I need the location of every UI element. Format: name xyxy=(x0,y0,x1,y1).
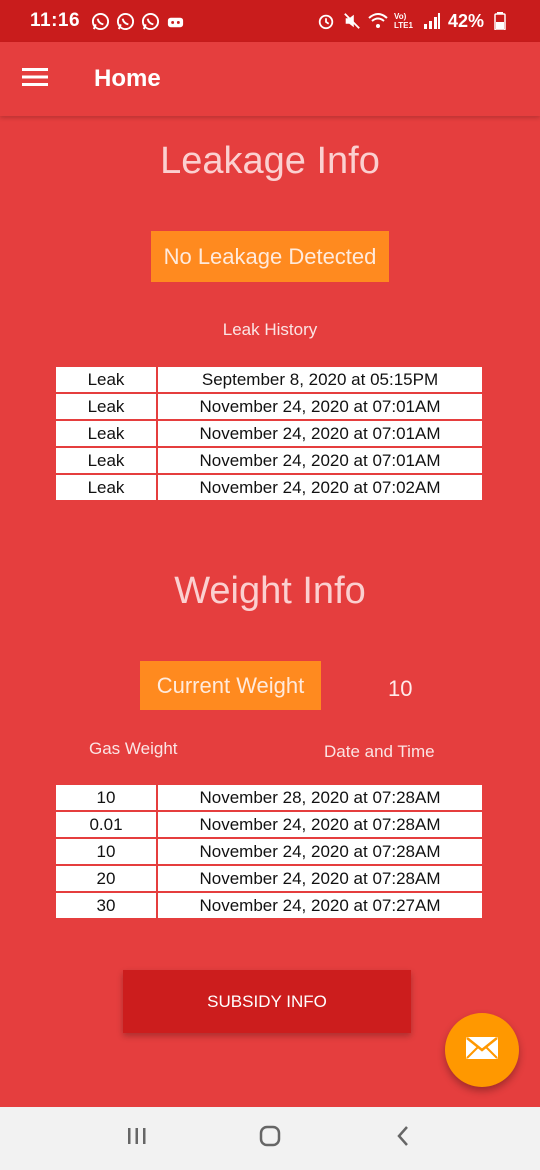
recent-apps-icon xyxy=(126,1126,148,1151)
system-icons xyxy=(316,11,510,32)
table-row xyxy=(55,892,483,919)
weight-datetime-cell: November 28, 2020 at 07:28AM xyxy=(157,784,483,811)
notification-icons xyxy=(90,11,185,31)
status-time: 11:16 xyxy=(30,10,81,31)
status-bar xyxy=(0,0,540,42)
leak-type-cell: Leak xyxy=(55,474,157,501)
date-time-header: Date and Time xyxy=(324,742,435,761)
weight-cell: 20 xyxy=(55,865,157,892)
whatsapp-icon xyxy=(140,11,160,31)
network-label: Vo) LTE1 xyxy=(393,12,413,30)
battery-percent: 42% xyxy=(447,10,484,31)
gas-weight-header: Gas Weight xyxy=(89,739,178,758)
weight-datetime-cell: November 24, 2020 at 07:28AM xyxy=(157,811,483,838)
subsidy-info-button[interactable]: SUBSIDY INFO xyxy=(123,970,411,1033)
wifi-icon xyxy=(368,11,388,31)
page-title: Home xyxy=(94,65,161,92)
leak-datetime-cell: November 24, 2020 at 07:01AM xyxy=(157,447,483,474)
weight-cell: 30 xyxy=(55,892,157,919)
leak-datetime-cell: September 8, 2020 at 05:15PM xyxy=(157,366,483,393)
table-row xyxy=(55,447,483,474)
leakage-status-badge: No Leakage Detected xyxy=(151,231,389,282)
weight-datetime-cell: November 24, 2020 at 07:28AM xyxy=(157,865,483,892)
message-fab[interactable] xyxy=(445,1013,519,1087)
leak-history-label: Leak History xyxy=(222,320,318,339)
leak-datetime-cell: November 24, 2020 at 07:01AM xyxy=(157,393,483,420)
whatsapp-icon xyxy=(90,11,110,31)
signal-icon xyxy=(422,11,442,31)
back-button[interactable] xyxy=(373,1114,433,1164)
weight-cell: 10 xyxy=(55,784,157,811)
leak-type-cell: Leak xyxy=(55,420,157,447)
current-weight-value: 10 xyxy=(388,676,413,701)
weight-history-table xyxy=(55,784,483,919)
home-button[interactable] xyxy=(240,1114,300,1164)
table-row xyxy=(55,811,483,838)
recent-apps-button[interactable] xyxy=(107,1114,167,1164)
back-chevron-icon xyxy=(395,1125,411,1152)
alarm-icon xyxy=(316,11,336,31)
weight-datetime-cell: November 24, 2020 at 07:27AM xyxy=(157,892,483,919)
leak-type-cell: Leak xyxy=(55,447,157,474)
table-row xyxy=(55,865,483,892)
leak-datetime-cell: November 24, 2020 at 07:01AM xyxy=(157,420,483,447)
app-bar xyxy=(0,42,540,116)
leak-history-table xyxy=(55,366,483,501)
battery-icon xyxy=(490,11,510,31)
table-row xyxy=(55,366,483,393)
weight-info-title: Weight Info xyxy=(174,570,366,612)
table-row xyxy=(55,474,483,501)
table-row xyxy=(55,784,483,811)
mute-icon xyxy=(342,11,362,31)
system-nav-bar xyxy=(0,1107,540,1170)
game-icon xyxy=(165,11,185,31)
leakage-info-title: Leakage Info xyxy=(160,140,380,182)
leak-type-cell: Leak xyxy=(55,393,157,420)
table-row xyxy=(55,393,483,420)
hamburger-icon xyxy=(22,67,48,92)
envelope-icon xyxy=(465,1036,499,1065)
weight-datetime-cell: November 24, 2020 at 07:28AM xyxy=(157,838,483,865)
whatsapp-icon xyxy=(115,11,135,31)
table-row xyxy=(55,838,483,865)
home-icon xyxy=(258,1124,282,1153)
menu-button[interactable] xyxy=(0,42,70,116)
weight-cell: 0.01 xyxy=(55,811,157,838)
leak-datetime-cell: November 24, 2020 at 07:02AM xyxy=(157,474,483,501)
weight-cell: 10 xyxy=(55,838,157,865)
current-weight-label: Current Weight xyxy=(140,661,321,710)
leak-type-cell: Leak xyxy=(55,366,157,393)
table-row xyxy=(55,420,483,447)
